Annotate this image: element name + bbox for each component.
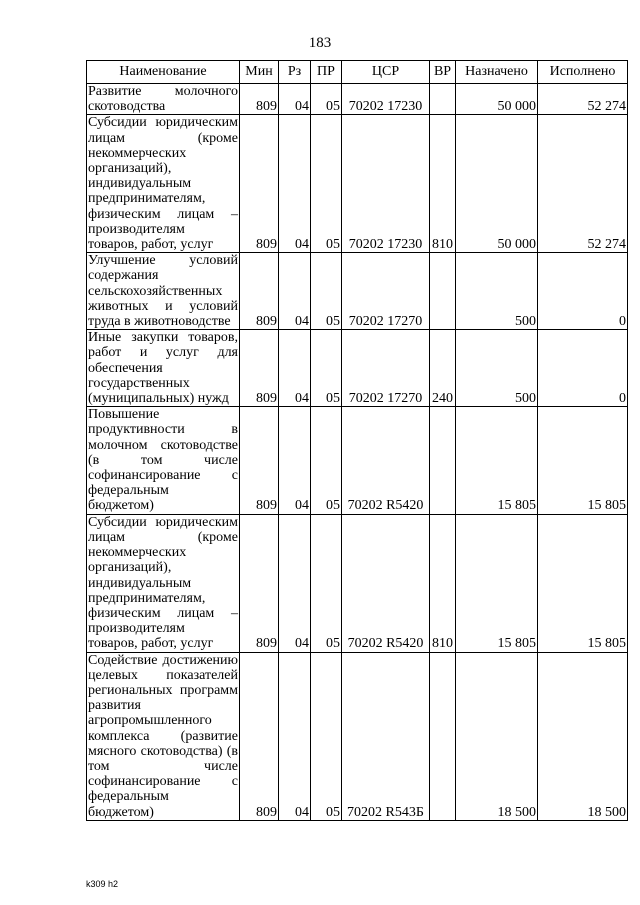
row-min: 809 <box>240 253 279 330</box>
row-min: 809 <box>240 514 279 652</box>
header-name: Наименование <box>87 61 240 84</box>
row-pr: 05 <box>311 115 342 253</box>
table-row <box>87 115 628 253</box>
row-executed: 0 <box>538 330 628 407</box>
row-csr: 70202 17230 <box>342 115 430 253</box>
row-assigned: 15 805 <box>456 514 538 652</box>
row-rz: 04 <box>279 407 311 514</box>
row-name: Повышение продуктивности в молочном скотоводстве (в том числе софинансирование с федеральным бюджетом) <box>88 407 238 514</box>
row-executed: 15 805 <box>538 514 628 652</box>
row-rz: 04 <box>279 652 311 820</box>
row-min: 809 <box>240 652 279 820</box>
table-row <box>87 407 628 514</box>
page-number: 183 <box>308 35 332 51</box>
header-pr: ПР <box>311 61 342 84</box>
row-csr: 70202 17230 <box>342 84 430 115</box>
row-vr <box>430 84 456 115</box>
row-name: Субсидии юридическим лицам (кроме некоммерческих организаций), индивидуальным предпринимателям, физическим лицам – производителям товаров, работ, услуг <box>88 514 238 652</box>
row-min: 809 <box>240 407 279 514</box>
row-csr: 70202 R5420 <box>342 514 430 652</box>
header-vr: ВР <box>430 61 456 84</box>
budget-table <box>86 60 628 821</box>
table-row <box>87 652 628 820</box>
row-pr: 05 <box>311 407 342 514</box>
header-rz: Рз <box>279 61 311 84</box>
row-csr: 70202 R5420 <box>342 407 430 514</box>
row-assigned: 500 <box>456 330 538 407</box>
row-min: 809 <box>240 115 279 253</box>
row-assigned: 15 805 <box>456 407 538 514</box>
table-row <box>87 330 628 407</box>
row-executed: 52 274 <box>538 115 628 253</box>
table-row <box>87 514 628 652</box>
row-vr <box>430 652 456 820</box>
row-assigned: 50 000 <box>456 84 538 115</box>
row-pr: 05 <box>311 652 342 820</box>
row-pr: 05 <box>311 514 342 652</box>
row-min: 809 <box>240 84 279 115</box>
row-rz: 04 <box>279 115 311 253</box>
row-executed: 0 <box>538 253 628 330</box>
row-vr <box>430 253 456 330</box>
header-executed: Исполнено <box>538 61 628 84</box>
row-csr: 70202 17270 <box>342 330 430 407</box>
footer-code: k309 h2 <box>86 879 119 889</box>
table-header-row <box>87 61 628 84</box>
row-rz: 04 <box>279 330 311 407</box>
row-rz: 04 <box>279 84 311 115</box>
row-pr: 05 <box>311 84 342 115</box>
row-name: Субсидии юридическим лицам (кроме некоммерческих организаций), индивидуальным предпринимателям, физическим лицам – производителям товаров, работ, услуг <box>88 115 238 253</box>
row-name: Содействие достижению целевых показателей региональных программ развития агропромышленного комплекса (развитие мясного скотоводства) (в том числе софинансирование с федеральным бюджетом) <box>88 652 238 820</box>
row-vr: 810 <box>430 514 456 652</box>
row-assigned: 50 000 <box>456 115 538 253</box>
row-csr: 70202 17270 <box>342 253 430 330</box>
row-name: Улучшение условий содержания сельскохозяйственных животных и условий труда в животноводстве <box>88 253 238 330</box>
row-executed: 18 500 <box>538 652 628 820</box>
header-min: Мин <box>240 61 279 84</box>
row-executed: 52 274 <box>538 84 628 115</box>
row-csr: 70202 R543Б <box>342 652 430 820</box>
row-vr: 240 <box>430 330 456 407</box>
row-rz: 04 <box>279 253 311 330</box>
row-name: Развитие молочного скотоводства <box>88 84 238 115</box>
table-row <box>87 84 628 115</box>
row-assigned: 500 <box>456 253 538 330</box>
row-rz: 04 <box>279 514 311 652</box>
row-vr: 810 <box>430 115 456 253</box>
row-executed: 15 805 <box>538 407 628 514</box>
row-name: Иные закупки товаров, работ и услуг для обеспечения государственных (муниципальных) нужд <box>88 330 238 407</box>
row-assigned: 18 500 <box>456 652 538 820</box>
header-csr: ЦСР <box>342 61 430 84</box>
row-pr: 05 <box>311 253 342 330</box>
row-vr <box>430 407 456 514</box>
table-row <box>87 253 628 330</box>
header-assigned: Назначено <box>456 61 538 84</box>
row-pr: 05 <box>311 330 342 407</box>
row-min: 809 <box>240 330 279 407</box>
